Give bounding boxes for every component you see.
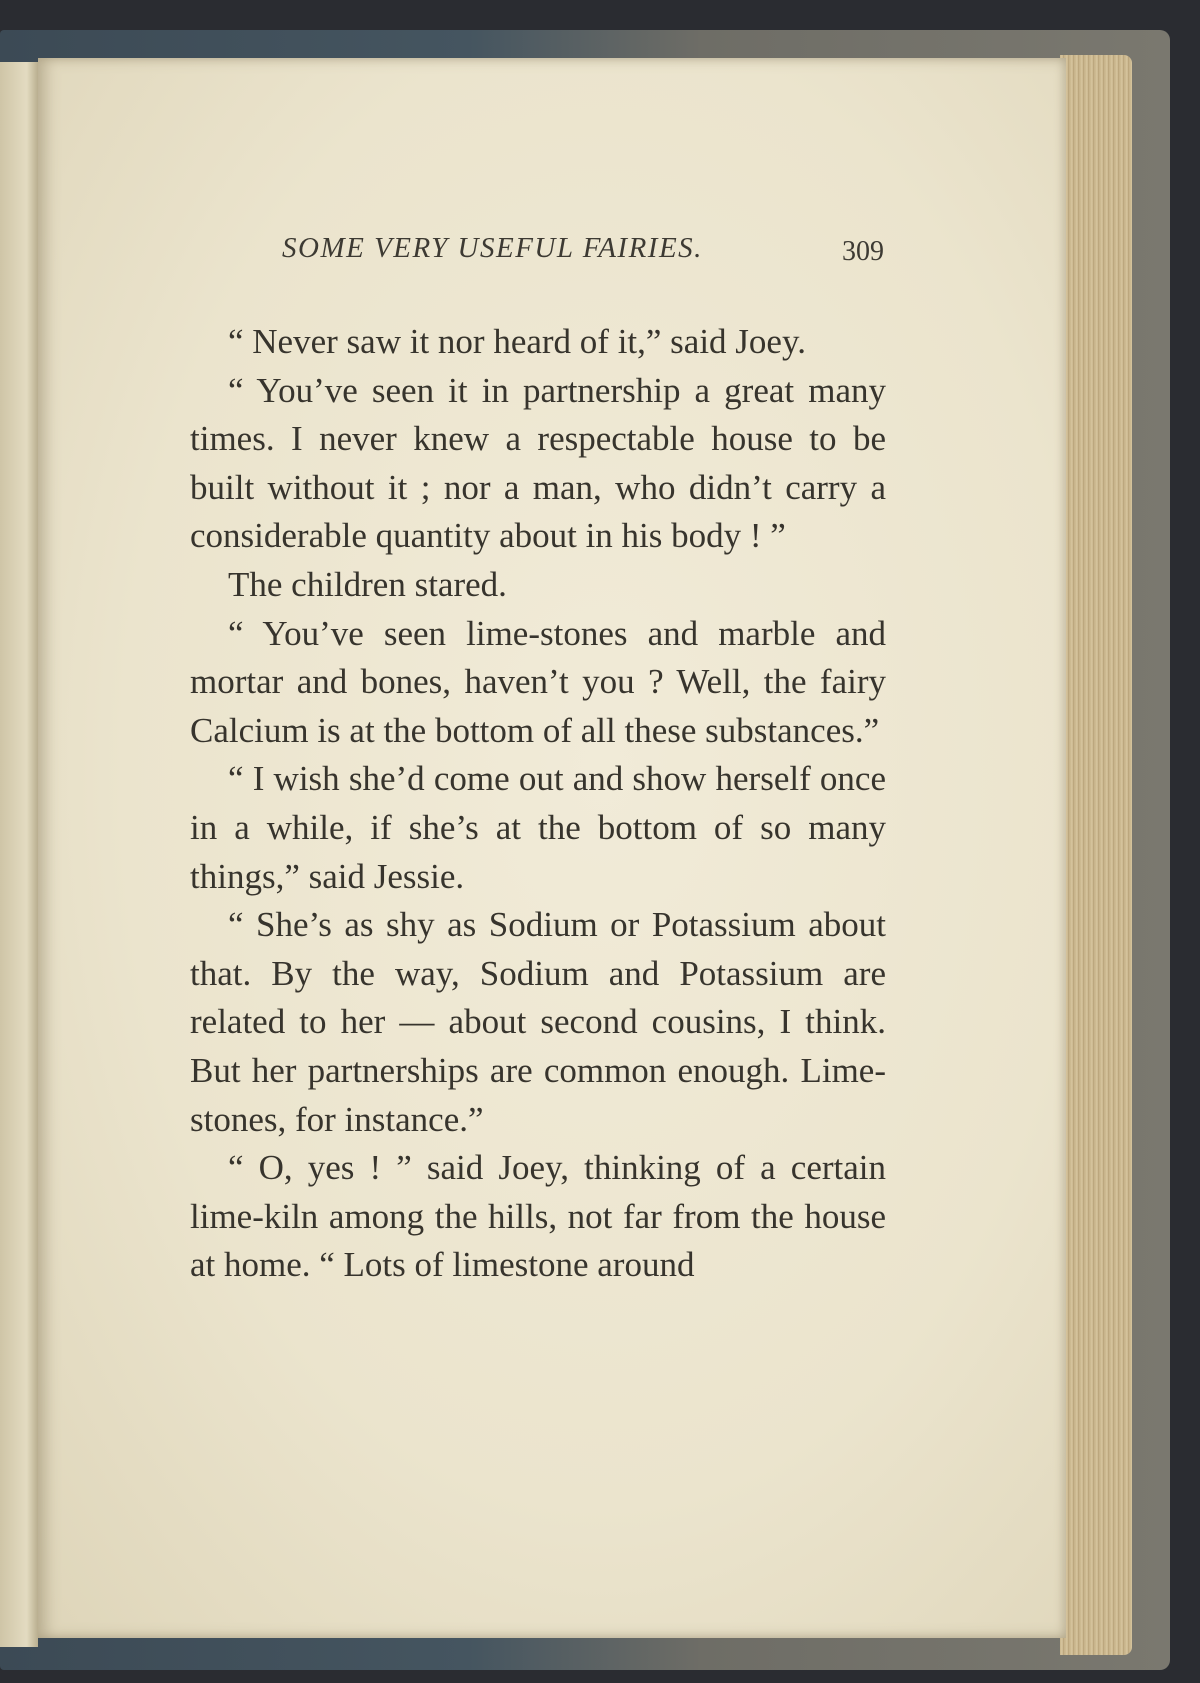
paragraph: “ You’ve seen lime-stones and marble and mortar and bones, haven’t you ? Well, the fairy Calcium is at the bottom of all these substances.” (190, 613, 886, 750)
paragraph: “ Never saw it nor heard of it,” said Joey. (228, 322, 806, 361)
facing-page-edge (0, 62, 38, 1647)
running-title: SOME VERY USEFUL FAIRIES. (282, 232, 703, 264)
paragraph: The children stared. (228, 564, 507, 604)
paragraph: “ I wish she’d come out and show herself once in a while, if she’s at the bottom of so many things,” said Jessie. (190, 759, 886, 896)
page-number: 309 (842, 236, 884, 267)
paragraph: “ You’ve seen it in partnership a great many times. I never knew a respectable house to be built without it ; nor a man, who didn’t carry a considerable quantity about in his body ! ” (190, 370, 886, 556)
paragraph: “ O, yes ! ” said Joey, thinking of a certain lime-kiln among the hills, not far from the house at home. “ Lots of limestone around (190, 1148, 886, 1285)
body-text (190, 318, 886, 1290)
page-block-edges (1060, 55, 1132, 1655)
paragraph: “ She’s as shy as Sodium or Potassium about that. By the way, Sodium and Potassium are related to her — about second cousins, I think. But her partnerships are common enough. Lime-stones, for instance.” (190, 905, 886, 1139)
